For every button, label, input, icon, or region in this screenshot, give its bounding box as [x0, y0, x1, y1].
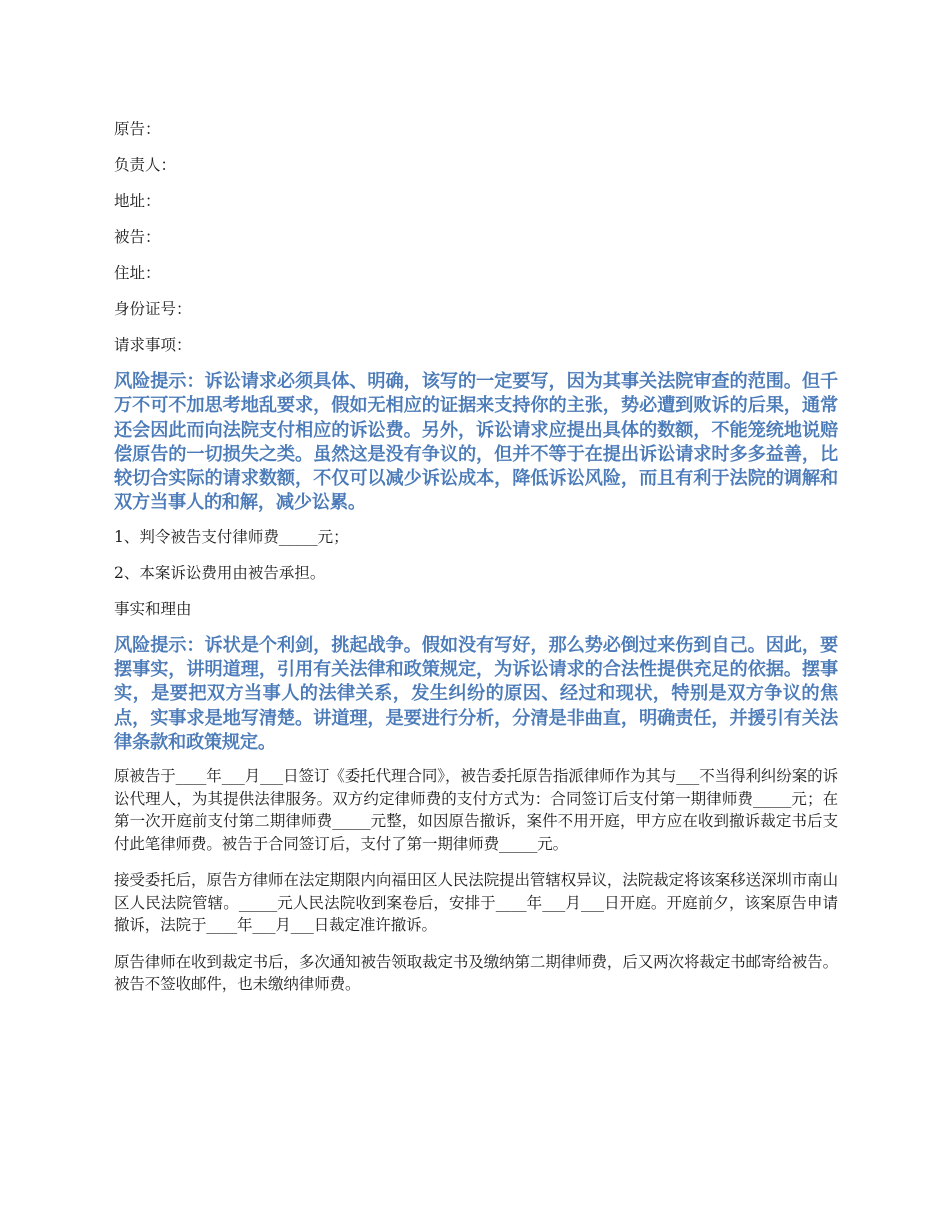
claims-heading: 请求事项： — [114, 336, 192, 354]
risk-notice-claims: 风险提示：诉讼请求必须具体、明确，该写的一定要写，因为其事关法院审查的范围。但千万不可不加思考地乱要求，假如无相应的证据来支持你的主张，势必遭到败诉的后果，通常还会因此而向法院支付相应的诉讼费。另外，诉讼请求应提出具体的数额，不能笼统地说赔偿原告的一切损失之类。虽然这是没有争议的，但并不等于在提出诉讼请求时多多益善，比较切合实际的请求数额，不仅可以减少诉讼成本，降低诉讼风险，而且有利于法院的调解和双方当事人的和解，减少讼累。 — [114, 371, 838, 514]
facts-paragraph-3: 原告律师在收到裁定书后，多次通知被告领取裁定书及缴纳第二期律师费，后又两次将裁定书邮寄给被告。被告不签收邮件，也未缴纳律师费。 — [114, 952, 838, 994]
facts-paragraph-2: 接受委托后，原告方律师在法定期限内向福田区人民法院提出管辖权异议，法院裁定将该案移送深圳市南山区人民法院管辖。_____元人民法院收到案卷后，安排于____年___月___日开庭。开庭前夕，该案原告申请撤诉，法院于____年___月___日裁定准许撤诉。 — [114, 871, 838, 935]
claim-item-1: 1、判令被告支付律师费_____元； — [114, 527, 349, 546]
address-field: 地址： — [114, 192, 161, 210]
facts-paragraph-1: 原被告于____年___月___日签订《委托代理合同》，被告委托原告指派律师作为其与___不当得利纠纷案的诉讼代理人，为其提供法律服务。双方约定律师费的支付方式为：合同签订后支付第一期律师费_____元；在第一次开庭前支付第二期律师费_____元整，如因原告撤诉，案件不用开庭，甲方应在收到撤诉裁定书后支付此笔律师费。被告于合同签订后，支付了第一期律师费_____元。 — [114, 767, 838, 853]
document-page — [114, 118, 838, 1010]
responsible-person-field: 负责人： — [114, 156, 177, 174]
claim-item-2: 2、本案诉讼费用由被告承担。 — [114, 563, 326, 582]
defendant-field: 被告： — [114, 228, 161, 246]
plaintiff-field: 原告： — [114, 120, 161, 138]
risk-notice-facts: 风险提示：诉状是个利剑，挑起战争。假如没有写好，那么势必倒过来伤到自己。因此，要摆事实，讲明道理，引用有关法律和政策规定，为诉讼请求的合法性提供充足的依据。摆事实，是要把双方当事人的法律关系，发生纠纷的原因、经过和现状，特别是双方争议的焦点，实事求是地写清楚。讲道理，是要进行分析，分清是非曲直，明确责任，并援引有关法律条款和政策规定。 — [114, 634, 838, 753]
facts-heading: 事实和理由 — [114, 599, 192, 618]
residence-field: 住址： — [114, 264, 161, 282]
id-number-field: 身份证号： — [114, 300, 192, 318]
